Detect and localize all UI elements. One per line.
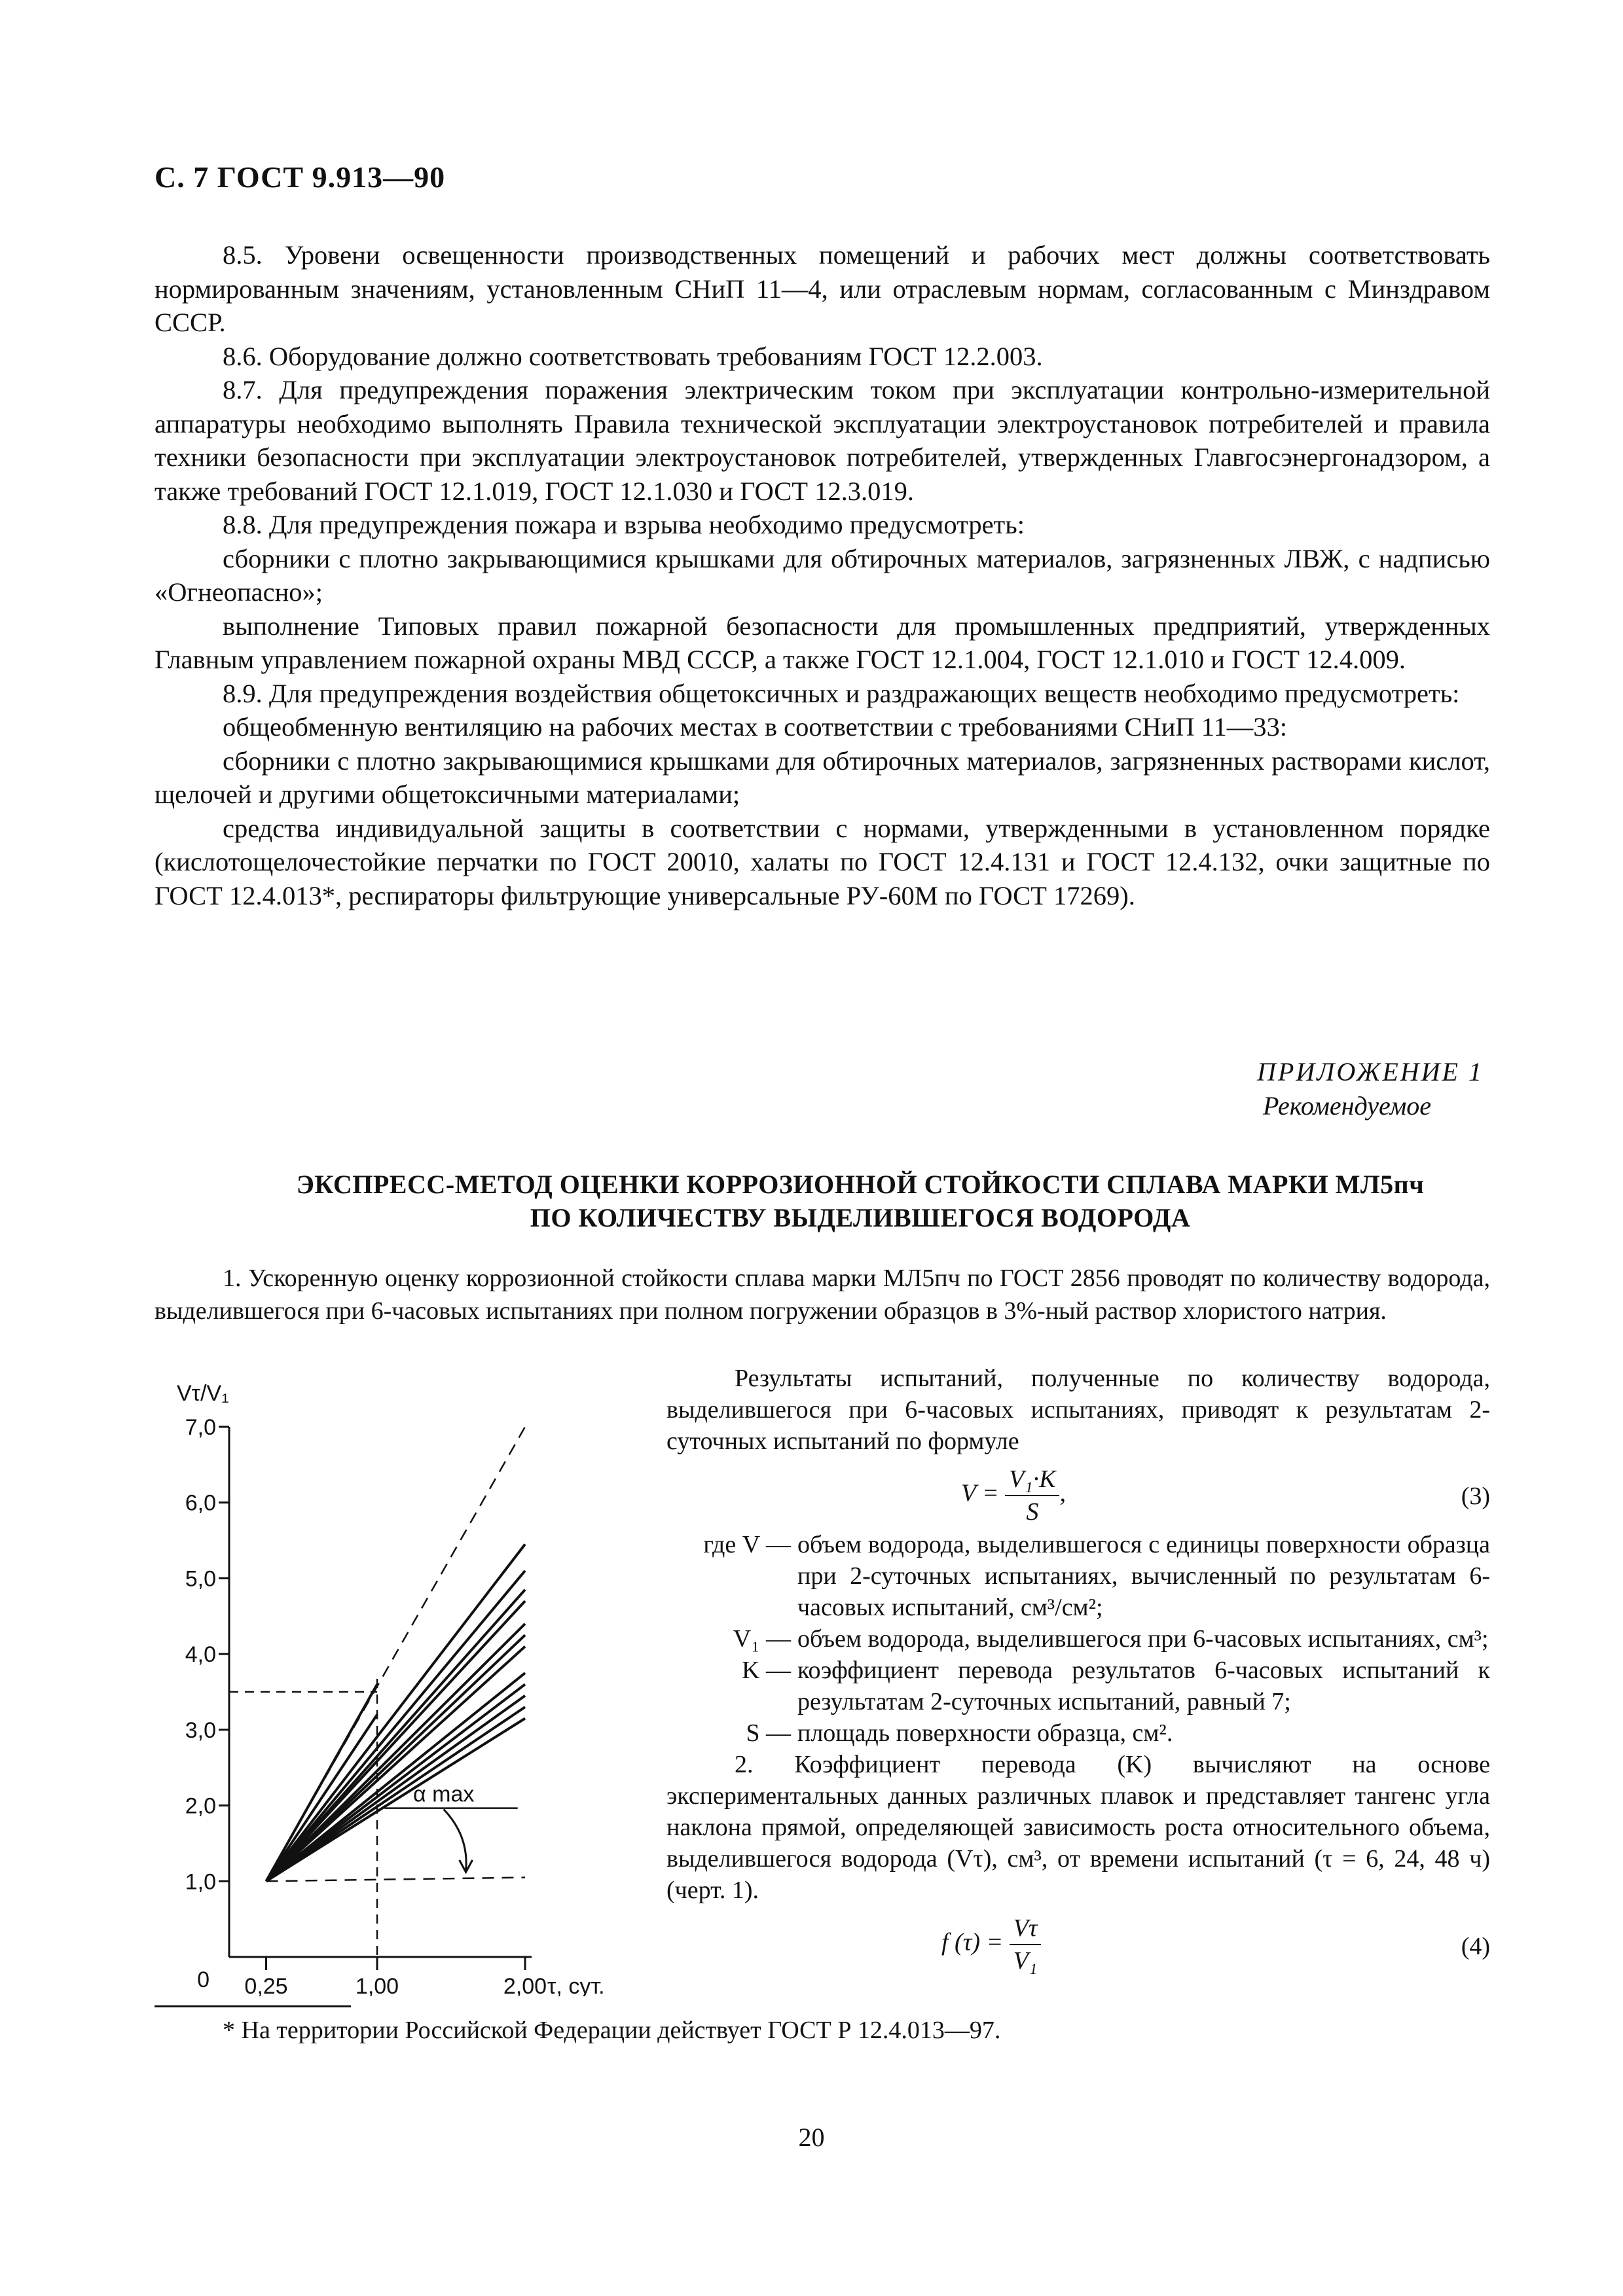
formula-3-expression — [961, 1463, 1066, 1528]
section-8-body — [155, 238, 1490, 912]
chart-svg — [124, 1368, 661, 1996]
chart-series-line — [266, 1878, 526, 1882]
chart-series-group — [229, 1427, 525, 1957]
appendix-section-1: 1. Ускоренную оценку коррозионной стойкости сплава марки МЛ5пч по ГОСТ 2856 проводят по количеству водорода, выделившегося при 6-часовых испытаниях при полном погружении образцов в 3%-ный раствор хлористого натрия. — [155, 1265, 1490, 1325]
formula-4-number: (4) — [1461, 1933, 1490, 1960]
chart-series-line — [266, 1673, 526, 1881]
x-tick-label: 1,00 — [355, 1974, 399, 1996]
chart-series-line — [266, 1647, 526, 1882]
page-number: 20 — [798, 2123, 825, 2152]
formula-4 — [666, 1906, 1490, 1984]
definition-k-key: K — — [742, 1657, 791, 1684]
appendix-number: ПРИЛОЖЕНИЕ 1 — [1257, 1057, 1484, 1086]
chart-series-line — [266, 1707, 526, 1881]
formula-4-fraction — [1010, 1912, 1042, 1977]
definition-s-text: площадь поверхности образца, см². — [797, 1719, 1173, 1747]
angle-arc — [444, 1809, 466, 1870]
definition-v1-key: V₁ — — [733, 1625, 791, 1653]
paragraph-8-9-item-1: общеобменную вентиляцию на рабочих местах в соответствии с требованиями СНиП 11—33: — [223, 712, 1288, 742]
definition-v1 — [666, 1623, 1490, 1655]
paragraph-8-8: 8.8. Для предупреждения пожара и взрыва необходимо предусмотреть: — [223, 510, 1025, 539]
formula-3-number: (3) — [1461, 1482, 1490, 1510]
paragraph-8-7: 8.7. Для предупреждения поражения электрическим током при эксплуатации контрольно-измерительной аппаратуры необходимо выполнять Правила технической эксплуатации электроустановок потребителей и правила техники безопасности при эксплуатации электроустановок потребителей, утвержденных Главгосэнергонадзором, а также требований ГОСТ 12.1.019, ГОСТ 12.1.030 и ГОСТ 12.3.019. — [155, 375, 1490, 506]
formula-3 — [666, 1457, 1490, 1529]
appendix-status: Рекомендуемое — [1262, 1091, 1431, 1121]
y-tick-label: 4,0 — [185, 1642, 216, 1668]
y-tick-label: 3,0 — [185, 1717, 216, 1743]
paragraph-8-8-item-2: выполнение Типовых правил пожарной безопасности для промышленных предприятий, утвержденных Главным управлением пожарной охраны МВД СССР, а также ГОСТ 12.1.004, ГОСТ 12.1.010 и ГОСТ 12.4.009. — [155, 611, 1490, 674]
footnote: * На территории Российской Федерации действует ГОСТ Р 12.4.013—97. — [223, 2017, 1001, 2044]
paragraph-8-8-item-1: сборники с плотно закрывающимися крышками для обтирочных материалов, загрязненных ЛВЖ, с надписью «Огнеопасно»; — [155, 543, 1490, 607]
y-tick-label: 2,0 — [185, 1793, 216, 1819]
x-axis-label: τ, сут. — [547, 1974, 605, 1996]
definition-v-text: объем водорода, выделившегося с единицы поверхности образца при 2-суточных испытаниях, вычисленный по результатам 6-часовых испытаний, см³/см²; — [797, 1531, 1490, 1621]
paragraph-2: 2. Коэффициент перевода (K) вычисляют на основе экспериментальных данных различных плавок и представляет тангенс угла наклона прямой, определяющей зависимость роста относительного объема, выделившегося водорода (Vτ), см³, от времени испытаний (τ = 6, 24, 48 ч) (черт. 1). — [666, 1751, 1490, 1904]
chart-series-line — [266, 1684, 378, 1881]
formula-4-expression — [941, 1912, 1041, 1977]
appendix-title — [155, 1168, 1566, 1234]
x-tick-label: 0,25 — [244, 1974, 288, 1996]
formula-3-comma: , — [1059, 1479, 1066, 1507]
results-intro: Результаты испытаний, полученные по количеству водорода, выделившегося при 6-часовых испытаниях, приводят к результатам 2-суточных испытаний по формуле — [666, 1365, 1490, 1455]
definition-k — [666, 1655, 1490, 1717]
appendix-title-line-1: ЭКСПРЕСС-МЕТОД ОЦЕНКИ КОРРОЗИОННОЙ СТОЙКОСТИ СПЛАВА МАРКИ МЛ5пч — [296, 1170, 1425, 1199]
chart-axes — [219, 1427, 532, 1970]
paragraph-8-9: 8.9. Для предупреждения воздействия общетоксичных и раздражающих веществ необходимо предусмотреть: — [223, 678, 1460, 708]
formula-3-denominator: S — [1026, 1498, 1039, 1526]
chart-labels-group — [177, 1381, 605, 1996]
paragraph-8-9-item-2: сборники с плотно закрывающимися крышками для обтирочных материалов, загрязненных растворами кислот, щелочей и другими общетоксичными материалами; — [155, 745, 1490, 809]
formula-3-fraction — [1005, 1463, 1059, 1528]
chart-figure-1 — [124, 1368, 661, 2000]
chart-series-line — [266, 1696, 526, 1882]
y-tick-label: 6,0 — [185, 1490, 216, 1516]
right-column — [666, 1363, 1490, 1984]
formula-4-denominator: V₁ — [1013, 1947, 1038, 1975]
definition-k-text: коэффициент перевода результатов 6-часовых испытаний к результатам 2-суточных испытаний, равный 7; — [797, 1657, 1490, 1715]
definition-s — [666, 1717, 1490, 1749]
chart-series-line — [266, 1571, 526, 1881]
paragraph-8-6: 8.6. Оборудование должно соответствовать требованиям ГОСТ 12.2.003. — [223, 341, 1043, 371]
definition-v — [666, 1529, 1490, 1623]
paragraph-8-9-item-3: средства индивидуальной защиты в соответствии с нормами, утвержденными в установленном порядке (кислотощелочестойкие перчатки по ГОСТ 20010, халаты по ГОСТ 12.4.131 и ГОСТ 12.4.132, очки защитные по ГОСТ 12.4.013*, респираторы фильтрующие универсальные РУ-60М по ГОСТ 17269). — [155, 813, 1490, 910]
page-header: С. 7 ГОСТ 9.913—90 — [155, 160, 446, 194]
origin-label: 0 — [197, 1967, 210, 1992]
formula-3-lhs: V = — [961, 1479, 999, 1507]
x-tick-label: 2,00 — [503, 1974, 547, 1996]
formula-3-numerator: V₁·K — [1005, 1463, 1059, 1496]
y-tick-label: 5,0 — [185, 1566, 216, 1592]
formula-4-lhs: f (τ) = — [941, 1928, 1004, 1956]
definition-s-key: S — — [746, 1719, 791, 1747]
definition-v1-text: объем водорода, выделившегося при 6-часовых испытаниях, см³; — [797, 1625, 1489, 1653]
appendix-label — [1257, 1055, 1484, 1123]
definitions-list — [666, 1529, 1490, 1749]
chart-series-line — [266, 1715, 378, 1882]
footnote-divider — [155, 2005, 351, 2007]
paragraph-8-5: 8.5. Уровени освещенности производственных помещений и рабочих мест должны соответствовать нормированным значениям, установленным СНиП 11—4, или отраслевым нормам, согласованным с Минздравом СССР. — [155, 240, 1490, 337]
chart-series-line — [266, 1601, 526, 1881]
definition-v-key: где V — — [703, 1531, 791, 1558]
formula-4-numerator: Vτ — [1010, 1912, 1042, 1945]
annotation-alpha-max: α max — [413, 1782, 475, 1807]
y-tick-label: 7,0 — [185, 1415, 216, 1440]
y-tick-label: 1,0 — [185, 1869, 216, 1895]
y-axis-label: Vτ/V₁ — [177, 1381, 229, 1406]
appendix-title-line-2: ПО КОЛИЧЕСТВУ ВЫДЕЛИВШЕГОСЯ ВОДОРОДА — [530, 1203, 1191, 1232]
